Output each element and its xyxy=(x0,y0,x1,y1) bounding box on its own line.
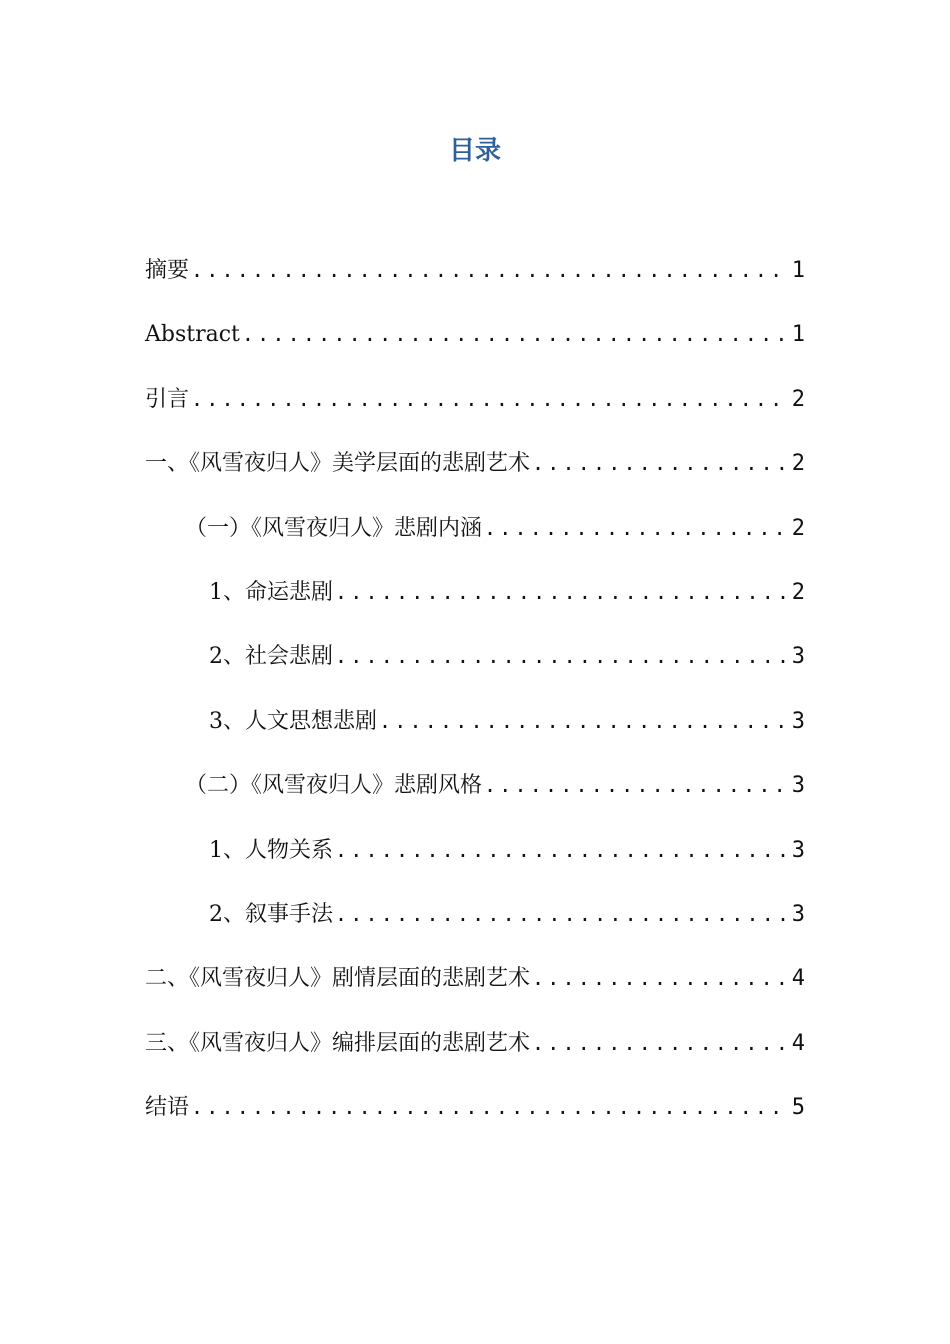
toc-entry-chapter-2[interactable] xyxy=(145,958,805,1022)
toc-entry-subsection-1-1-2[interactable] xyxy=(145,636,805,700)
toc-page-number: 1 xyxy=(791,322,805,348)
toc-entry-label: 三、《风雪夜归人》编排层面的悲剧艺术 xyxy=(145,1030,531,1056)
toc-entry-label: 1、人物关系 xyxy=(209,837,333,863)
toc-page-number: 2 xyxy=(791,386,805,412)
toc-entry-abstract-en[interactable] xyxy=(145,314,805,378)
toc-page-number: 5 xyxy=(791,1095,805,1121)
dot-leader xyxy=(484,508,790,548)
toc-entry-label: 3、人文思想悲剧 xyxy=(209,708,377,734)
toc-page-number: 2 xyxy=(791,579,805,605)
dot-leader xyxy=(484,765,790,805)
toc-entry-label: 摘要 xyxy=(145,258,190,283)
toc-entry-abstract-cn[interactable] xyxy=(145,250,805,314)
toc-entry-chapter-3[interactable] xyxy=(145,1023,805,1087)
toc-page-number: 4 xyxy=(791,1030,805,1056)
toc-entry-introduction[interactable] xyxy=(145,379,805,443)
toc-entry-subsection-1-1-3[interactable] xyxy=(145,701,805,765)
toc-page-number: 2 xyxy=(791,515,805,541)
toc-entry-chapter-1[interactable] xyxy=(145,443,805,507)
toc-entry-label: 二、《风雪夜归人》剧情层面的悲剧艺术 xyxy=(145,966,531,992)
toc-entry-label: 2、社会悲剧 xyxy=(209,644,333,670)
toc-entry-conclusion[interactable] xyxy=(145,1087,805,1151)
toc-entry-label: 1、命运悲剧 xyxy=(209,579,333,605)
toc-entry-subsection-1-1-1[interactable] xyxy=(145,572,805,636)
dot-leader xyxy=(335,636,790,676)
toc-entry-label: （一）《风雪夜归人》悲剧内涵 xyxy=(185,515,483,541)
toc-entry-label: 2、叙事手法 xyxy=(209,901,333,927)
toc-entry-label: 引言 xyxy=(145,386,190,412)
dot-leader xyxy=(335,830,790,870)
toc-entry-section-1-1[interactable] xyxy=(145,508,805,572)
toc-page-number: 2 xyxy=(791,451,805,477)
dot-leader xyxy=(532,1023,790,1063)
toc-page-number: 3 xyxy=(791,901,805,927)
dot-leader xyxy=(191,250,790,290)
toc-page-number: 3 xyxy=(791,837,805,863)
dot-leader xyxy=(532,958,790,998)
toc-entry-section-1-2[interactable] xyxy=(145,765,805,829)
dot-leader xyxy=(191,1087,790,1127)
toc-entry-label: 一、《风雪夜归人》美学层面的悲剧艺术 xyxy=(145,451,531,477)
toc-title: 目录 xyxy=(448,136,501,166)
toc-entry-label: 结语 xyxy=(145,1095,190,1121)
toc-page-number: 1 xyxy=(791,258,805,283)
toc-entry-subsection-1-2-1[interactable] xyxy=(145,830,805,894)
toc-page-number: 3 xyxy=(791,773,805,799)
toc-entry-label: Abstract xyxy=(145,322,240,348)
dot-leader xyxy=(532,443,790,483)
toc-entry-subsection-1-2-2[interactable] xyxy=(145,894,805,958)
dot-leader xyxy=(335,572,790,612)
dot-leader xyxy=(379,701,790,741)
toc-page-number: 3 xyxy=(791,644,805,670)
toc-page-number: 4 xyxy=(791,966,805,992)
dot-leader xyxy=(242,314,790,354)
dot-leader xyxy=(335,894,790,934)
toc-entry-label: （二）《风雪夜归人》悲剧风格 xyxy=(185,773,483,799)
toc-page-number: 3 xyxy=(791,708,805,734)
table-of-contents xyxy=(145,250,805,1151)
dot-leader xyxy=(191,379,790,419)
